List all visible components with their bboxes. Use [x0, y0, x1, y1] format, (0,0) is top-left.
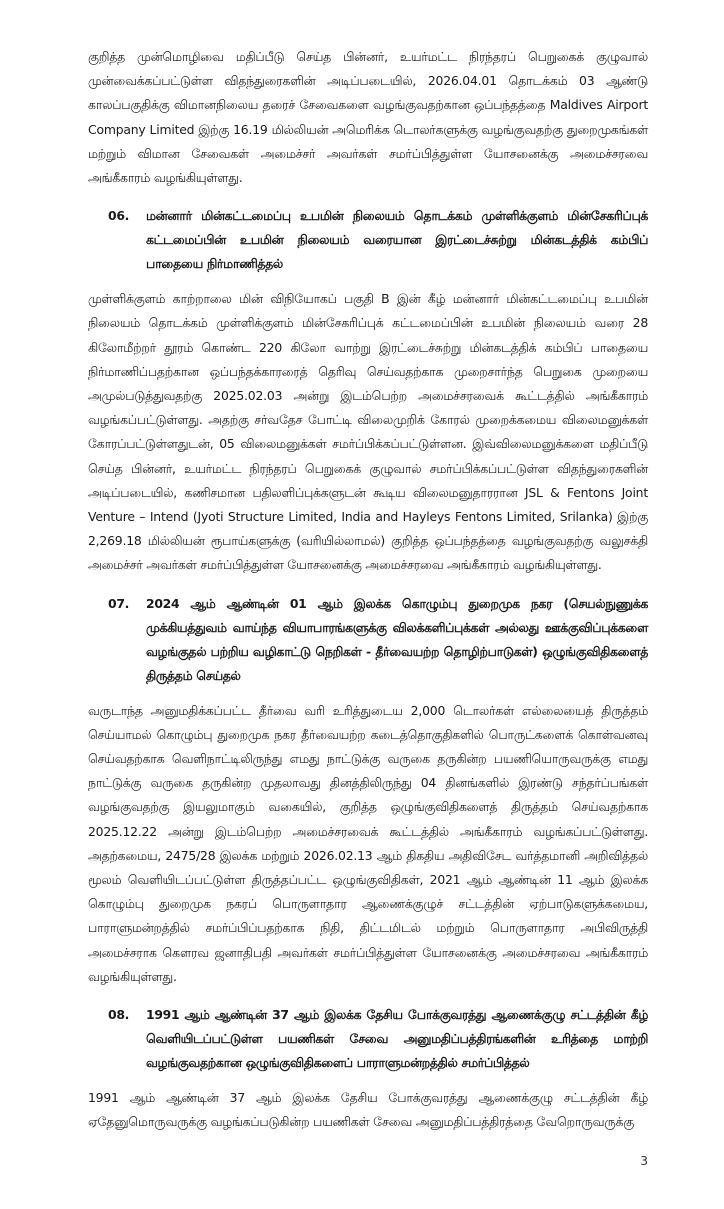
section-heading-08: [88, 1003, 648, 1075]
document-content: [88, 45, 648, 1135]
section-body-07: வருடாந்த அனுமதிக்கப்பட்ட தீர்வை வரி உரித்துடைய 2,000 டொலர்கள் எல்லையைத் திருத்தம் செய்யாமல் கொழும்பு துறைமுக நகர தீர்வையற்ற கடைத்தொகுதிகளில் பொருட்களைக் கொள்வனவு செய்வதற்காக வெளிநாட்டிலிருந்து எமது நாட்டுக்கு வருகை தருகின்ற பயணியொருவருக்கு எமது நாட்டுக்கு வருகை தருகின்ற முதலாவது தினத்திலிருந்து 04 தினங்களில் இரண்டு சந்தர்ப்பங்கள் வழங்குவதற்கு இயலுமாகும் வகையில், குறித்த ஒழுங்குவிதிகளைத் திருத்தம் செய்வதற்காக 2025.12.22 அன்று இடம்பெற்ற அமைச்சரவைக் கூட்டத்தில் அங்கீகாரம் வழங்கப்பட்டுள்ளது. அதற்கமைய, 2475/28 இலக்க மற்றும் 2026.02.13 ஆம் திகதிய அதிவிசேட வர்த்தமானி அறிவித்தல் மூலம் வெளியிடப்பட்டுள்ள திருத்தப்பட்ட ஒழுங்குவிதிகள், 2021 ஆம் ஆண்டின் 11 ஆம் இலக்க கொழும்பு துறைமுக நகரப் பொருளாதார ஆணைக்குழுச் சட்டத்தின் ஏற்பாடுகளுக்கமைய, பாராளுமன்றத்தில் சமர்ப்பிப்பதற்காக நிதி, திட்டமிடல் மற்றும் பொருளாதார அபிவிருத்தி அமைச்சராக கௌரவ ஜனாதிபதி அவர்கள் சமர்ப்பித்துள்ள யோசனைக்கு அமைச்சரவை அங்கீகாரம் வழங்கியுள்ளது.: [88, 702, 648, 984]
page-number: 3: [640, 1153, 648, 1168]
section-number: 07.: [108, 595, 130, 611]
section-title: மன்னார் மின்கட்டமைப்பு உபமின் நிலையம் தொடக்கம் முள்ளிக்குளம் மின்சேகரிப்புக் கட்டமைப்பின் உபமின் நிலையம் வரையான இரட்டைச்சுற்று மின்கடத்திக் கம்பிப் பாதையை நிர்மாணித்தல்: [146, 208, 648, 272]
section-number: 06.: [108, 208, 130, 224]
section-number: 08.: [108, 1007, 130, 1023]
intro-paragraph: குறித்த முன்மொழிவை மதிப்பீடு செய்த பின்னர், உயர்மட்ட நிரந்தரப் பெறுகைக் குழுவால் முன்வைக்கப்பட்டுள்ள விதந்துரைகளின் அடிப்படையில், 2026.04.01 தொடக்கம் 03 ஆண்டு காலப்பகுதிக்கு விமானநிலைய தரைச் சேவைகளை வழங்குவதற்கான ஒப்பந்தத்தை Maldives Airport Company Limited இற்கு 16.19 மில்லியன் அமெரிக்க டொலர்களுக்கு வழங்குவதற்கு துறைமுகங்கள் மற்றும் விமான சேவைகள் அமைச்சர் அவர்கள் சமர்ப்பித்துள்ள யோசனைக்கு அமைச்சரவை அங்கீகாரம் வழங்கியுள்ளது.: [88, 49, 648, 186]
section-title: 2024 ஆம் ஆண்டின் 01 ஆம் இலக்க கொழும்பு துறைமுக நகர (செயல்நுணுக்க முக்கியத்துவம் வாய்ந்த வியாபாரங்களுக்கு விலக்களிப்புக்கள் அல்லது ஊக்குவிப்புக்களை வழங்குதல் பற்றிய வழிகாட்டு நெறிகள் - தீர்வையற்ற தொழிற்பாடுகள்) ஒழுங்குவிதிகளைத் திருத்தம் செய்தல்: [146, 595, 648, 683]
section-body-08: 1991 ஆம் ஆண்டின் 37 ஆம் இலக்க தேசிய போக்குவரத்து ஆணைக்குழு சட்டத்தின் கீழ் ஏதேனுமொருவருக்கு வழங்கப்படுகின்ற பயணிகள் சேவை அனுமதிப்பத்திரத்தை வேறொருவருக்கு: [88, 1090, 648, 1130]
section-heading-06: [88, 204, 648, 276]
section-title: 1991 ஆம் ஆண்டின் 37 ஆம் இலக்க தேசிய போக்குவரத்து ஆணைக்குழு சட்டத்தின் கீழ் வெளியிடப்பட்டுள்ள பயணிகள் சேவை அனுமதிப்பத்திரங்களின் உரித்தை மாற்றி வழங்குவதற்கான ஒழுங்குவிதிகளைப் பாராளுமன்றத்தில் சமர்ப்பித்தல்: [146, 1007, 648, 1071]
section-heading-07: [88, 592, 648, 688]
section-body-06: முள்ளிக்குளம் காற்றாலை மின் விநியோகப் பகுதி B இன் கீழ் மன்னார் மின்கட்டமைப்பு உபமின் நிலையம் தொடக்கம் முள்ளிக்குளம் மின்சேகரிப்புக் கட்டமைப்பின் உபமின் நிலையம் வரை 28 கிலோமீற்றர் தூரம் கொண்ட 220 கிலோ வாற்று இரட்டைச்சுற்று மின்கடத்திக் கம்பிப் பாதையை நிர்மாணிப்பதற்கான ஒப்பந்தக்காரரைத் தெரிவு செய்வதற்காக முறைசார்ந்த பெறுகை முறையை அமுல்படுத்துவதற்கு 2025.02.03 அன்று இடம்பெற்ற அமைச்சரவைக் கூட்டத்தில் அங்கீகாரம் வழங்கப்பட்டுள்ளது. அதற்கு சர்வதேச போட்டி விலைமுறிக் கோரல் முறைக்கமைய விலைமனுக்கள் கோரப்பட்டுள்ளதுடன், 05 விலைமனுக்கள் சமர்ப்பிக்கப்பட்டுள்ளன. இவ்விலைமனுக்களை மதிப்பீடு செய்த பின்னர், உயர்மட்ட நிரந்தரப் பெறுகைக் குழுவால் சமர்ப்பிக்கப்பட்டுள்ள விதந்துரைகளின் அடிப்படையில், கணிசமான பதிலளிப்புக்களுடன் கூடிய விலைமனுதாரரான JSL & Fentons Joint Venture – Intend (Jyoti Structure Limited, India and Hayleys Fentons Limited, Srilanka) இற்கு 2,269.18 மில்லியன் ரூபாய்களுக்கு (வரியில்லாமல்) குறித்த ஒப்பந்தத்தை வழங்குவதற்கு வலுசக்தி அமைச்சர் அவர்கள் சமர்ப்பித்துள்ள யோசனைக்கு அமைச்சரவை அங்கீகாரம் வழங்கியுள்ளது.: [88, 291, 648, 573]
